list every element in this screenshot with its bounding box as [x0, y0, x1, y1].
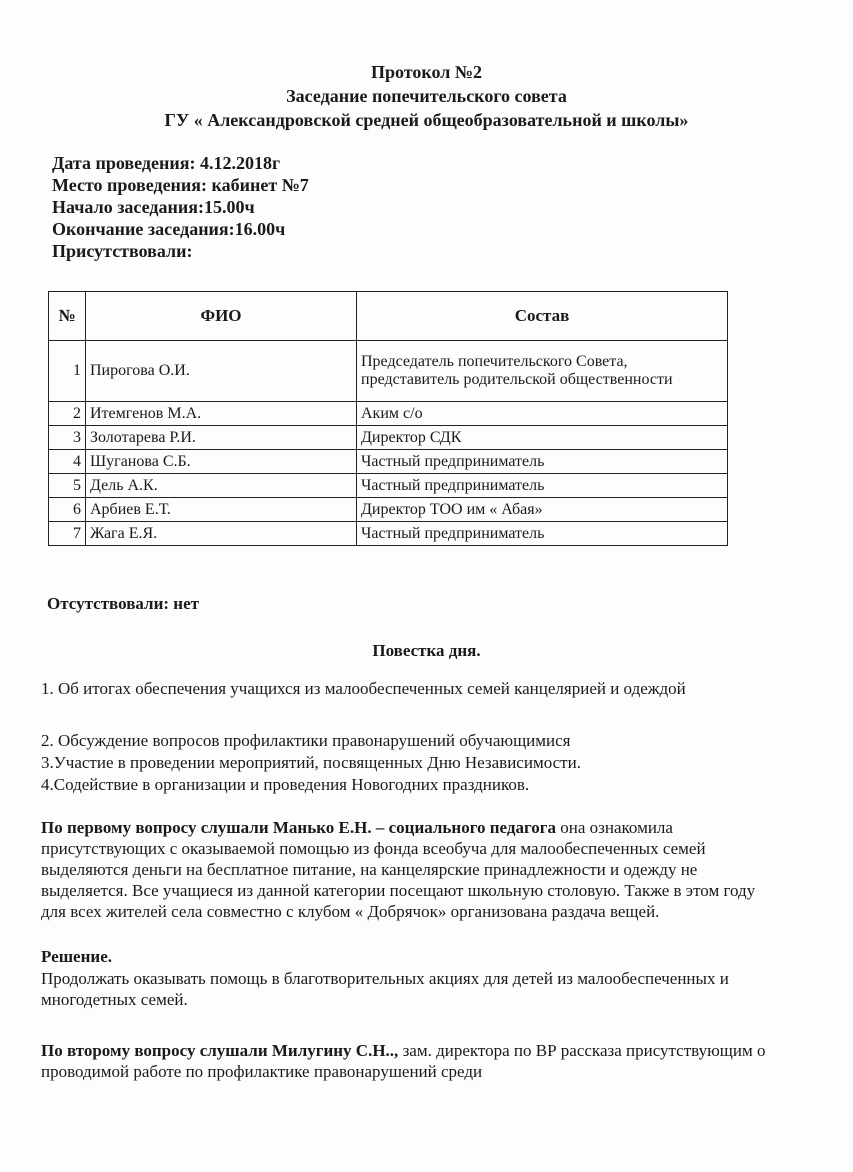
table-row: [49, 426, 728, 450]
row-fio: Итемгенов М.А.: [86, 402, 357, 426]
agenda-item: 4.Содействие в организации и проведения Новогодних праздников.: [41, 775, 530, 794]
table-row: [49, 522, 728, 546]
absent-line: Отсутствовали: нет: [47, 594, 199, 613]
doc-subtitle: Заседание попечительского совета: [286, 86, 567, 106]
row-role: Председатель попечительского Совета, представитель родительской общественности: [357, 341, 728, 402]
row-fio: Жага Е.Я.: [86, 522, 357, 546]
row-role: Аким с/о: [357, 402, 728, 426]
table-row: [49, 341, 728, 402]
table-row: [49, 498, 728, 522]
row-fio: Золотарева Р.И.: [86, 426, 357, 450]
decision-text: Продолжать оказывать помощь в благотворительных акциях для детей из малообеспеченных и многодетных семей.: [41, 969, 729, 1009]
agenda-item: 1. Об итогах обеспечения учащихся из малообеспеченных семей канцелярией и одеждой: [41, 679, 686, 698]
meeting-date: Дата проведения: 4.12.2018г: [52, 153, 281, 173]
row-role: Частный предприниматель: [357, 474, 728, 498]
row-fio: Дель А.К.: [86, 474, 357, 498]
meeting-start: Начало заседания:15.00ч: [52, 197, 255, 217]
question-1-text: она ознакомила присутствующих с оказываемой помощью из фонда всеобуча для малообеспеченных семей выделяются деньги на бесплатное питание, на канцелярские принадлежности и одежду не выделяется. Все учащиеся из данной категории посещают школьную столовую. Также в этом году для всех жителей села совместно с клубом « Добрячок» организована раздача вещей.: [41, 818, 756, 921]
table-row: [49, 450, 728, 474]
doc-title: Протокол №2: [371, 62, 482, 82]
meeting-place: Место проведения: кабинет №7: [52, 175, 309, 195]
decision-label: [41, 946, 781, 967]
question-2-paragraph: [41, 1040, 781, 1082]
table-header-row: [49, 292, 728, 341]
row-number: 2: [49, 402, 86, 426]
attendees-table: [48, 291, 728, 546]
table-row: [49, 402, 728, 426]
row-number: 6: [49, 498, 86, 522]
row-role: Директор СДК: [357, 426, 728, 450]
org-name: ГУ « Александровской средней общеобразовательной и школы»: [164, 110, 689, 130]
col-header-fio: ФИО: [86, 292, 357, 341]
question-1-lead: По первому вопросу слушали Манько Е.Н. – социального педагога: [41, 818, 556, 837]
col-header-role: Состав: [357, 292, 728, 341]
table-row: [49, 474, 728, 498]
row-fio: Шуганова С.Б.: [86, 450, 357, 474]
decision-label-text: Решение.: [41, 947, 112, 966]
row-role: Частный предприниматель: [357, 522, 728, 546]
row-role: Частный предприниматель: [357, 450, 728, 474]
row-fio: Пирогова О.И.: [86, 341, 357, 402]
question-1-paragraph: [41, 817, 781, 922]
present-label: Присутствовали:: [52, 241, 193, 261]
col-header-number: №: [49, 292, 86, 341]
agenda-item: 3.Участие в проведении мероприятий, посвященных Дню Независимости.: [41, 753, 581, 772]
agenda-item: 2. Обсуждение вопросов профилактики правонарушений обучающимися: [41, 731, 571, 750]
row-number: 7: [49, 522, 86, 546]
meeting-end: Окончание заседания:16.00ч: [52, 219, 286, 239]
row-number: 3: [49, 426, 86, 450]
row-number: 4: [49, 450, 86, 474]
agenda-title: Повестка дня.: [372, 641, 481, 660]
row-role: Директор ТОО им « Абая»: [357, 498, 728, 522]
question-2-text: зам. директора по ВР рассказа присутствующим о проводимой работе по профилактике правонарушений среди: [41, 1041, 766, 1081]
row-fio: Арбиев Е.Т.: [86, 498, 357, 522]
question-2-lead: По второму вопросу слушали Милугину С.Н..,: [41, 1041, 399, 1060]
row-number: 1: [49, 341, 86, 402]
row-number: 5: [49, 474, 86, 498]
